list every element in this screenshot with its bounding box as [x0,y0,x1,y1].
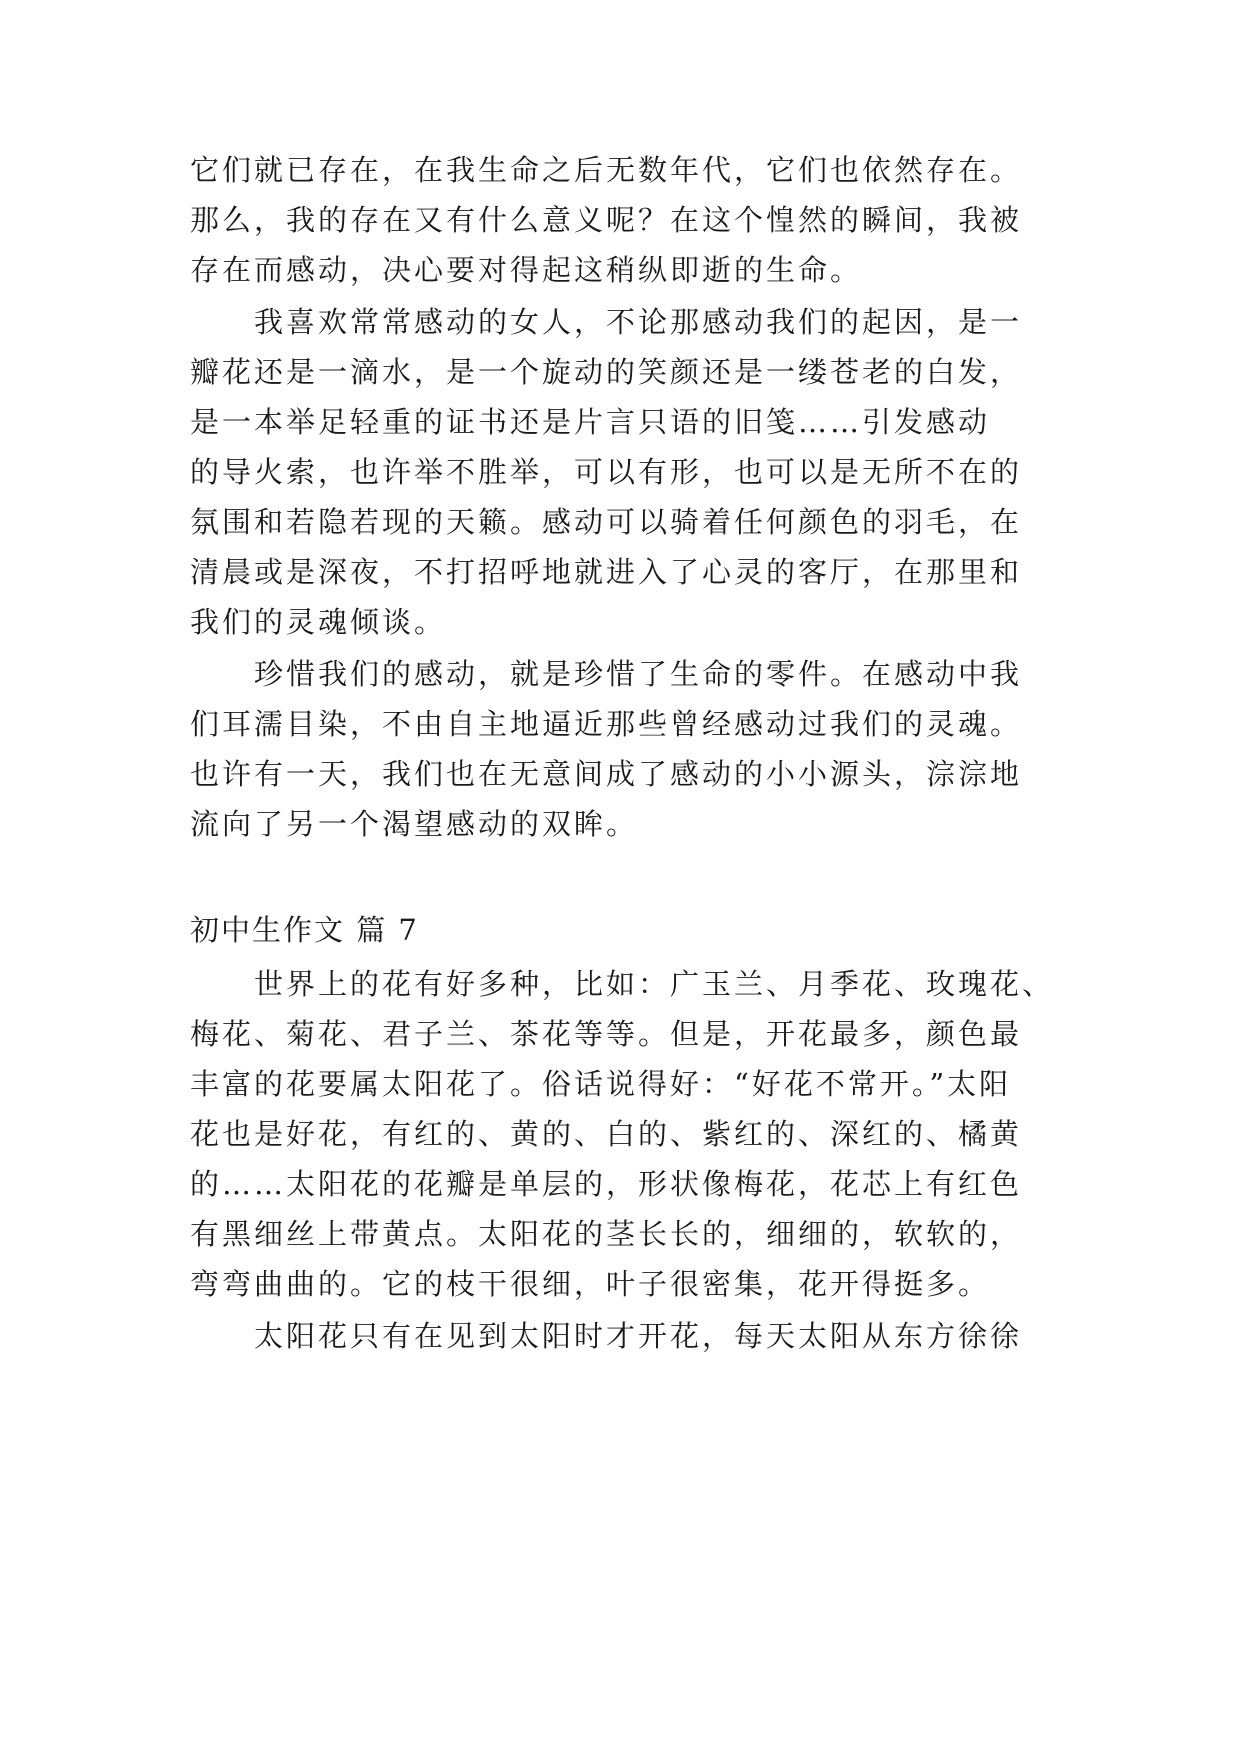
text-line: 清晨或是深夜，不打招呼地就进入了心灵的客厅，在那里和 [190,555,1023,589]
section-heading: 初中生作文 篇 7 [190,913,419,947]
text-line: 我喜欢常常感动的女人，不论那感动我们的起因，是一 [254,305,1023,339]
text-line: 的……太阳花的花瓣是单层的，形状像梅花，花芯上有红色 [190,1167,1023,1201]
text-line: 也许有一天，我们也在无意间成了感动的小小源头，淙淙地 [190,757,1023,791]
text-line: 弯弯曲曲的。它的枝干很细，叶子很密集，花开得挺多。 [190,1267,991,1301]
text-line: 那么，我的存在又有什么意义呢？在这个惶然的瞬间，我被 [190,203,1023,237]
text-line: 瓣花还是一滴水，是一个旋动的笑颜还是一缕苍老的白发， [190,355,1023,389]
text-line: 有黑细丝上带黄点。太阳花的茎长长的，细细的，软软的， [190,1217,1023,1251]
text-line: 存在而感动，决心要对得起这稍纵即逝的生命。 [190,253,863,287]
text-line: 它们就已存在，在我生命之后无数年代，它们也依然存在。 [190,153,1023,187]
text-line: 们耳濡目染，不由自主地逼近那些曾经感动过我们的灵魂。 [190,707,1023,741]
text-line: 是一本举足轻重的证书还是片言只语的旧笺……引发感动 [190,405,991,439]
text-line: 花也是好花，有红的、黄的、白的、紫红的、深红的、橘黄 [190,1117,1023,1151]
text-line: 的导火索，也许举不胜举，可以有形，也可以是无所不在的 [190,455,1023,489]
text-line: 太阳花只有在见到太阳时才开花，每天太阳从东方徐徐 [254,1319,1023,1353]
text-line: 珍惜我们的感动，就是珍惜了生命的零件。在感动中我 [254,657,1023,691]
text-line: 流向了另一个渴望感动的双眸。 [190,807,639,841]
text-line: 世界上的花有好多种，比如：广玉兰、月季花、玫瑰花、 [254,967,1055,1001]
text-line: 我们的灵魂倾谈。 [190,605,447,639]
text-line: 氛围和若隐若现的天籁。感动可以骑着任何颜色的羽毛，在 [190,505,1023,539]
text-line: 梅花、菊花、君子兰、茶花等等。但是，开花最多，颜色最 [190,1017,1023,1051]
text-line: 丰富的花要属太阳花了。俗话说得好：“好花不常开。”太阳 [190,1067,1012,1101]
